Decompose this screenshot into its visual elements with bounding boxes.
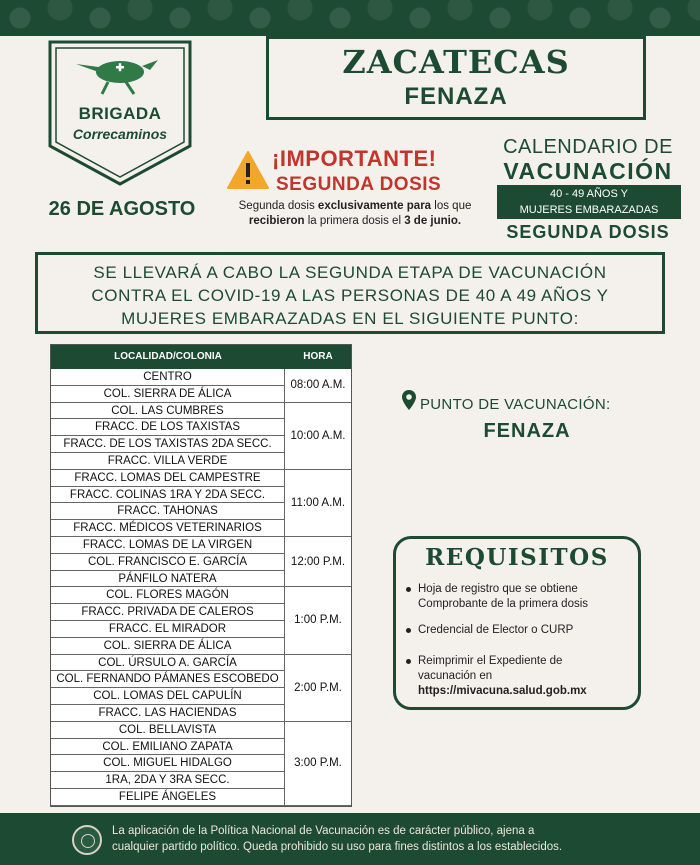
government-seal-icon xyxy=(72,825,102,855)
map-pin-icon xyxy=(401,389,417,411)
important-note: Segunda dosis exclusivamente para los que recibieron la primera dosis el 3 de junio. xyxy=(238,200,472,227)
requirement-line: vacunación en xyxy=(418,670,493,682)
footer-band xyxy=(0,813,700,865)
brigada-subtitle: Correcaminos xyxy=(72,126,168,142)
calendar-line2: VACUNACIÓN xyxy=(503,158,673,184)
warning-icon xyxy=(226,150,270,190)
requirement-item xyxy=(418,623,632,638)
calendar-audience-bar xyxy=(497,185,681,219)
vaccination-point-label: PUNTO DE VACUNACIÓN: xyxy=(420,396,611,413)
header-title-box xyxy=(266,36,646,120)
calendar-bar-line2: MUJERES EMBARAZADAS xyxy=(519,204,659,216)
calendar-line1: CALENDARIO DE xyxy=(503,136,673,158)
requirement-item xyxy=(418,654,632,699)
column-header-hour: HORA xyxy=(303,351,333,362)
table-header xyxy=(51,345,351,369)
column-header-locality: LOCALIDAD/COLONIA xyxy=(114,351,222,362)
vaccine-website-link[interactable]: https://mivacuna.salud.gob.mx xyxy=(418,685,587,697)
table-row: FRACC. VILLA VERDE xyxy=(51,453,285,470)
top-decorative-band xyxy=(0,0,700,36)
table-row: FELIPE ÁNGELES xyxy=(51,789,285,806)
table-row: FRACC. DE LOS TAXISTAS xyxy=(51,419,285,436)
bullet-icon xyxy=(406,587,411,592)
table-row: COL. SIERRA DE ÁLICA xyxy=(51,638,285,655)
bullet-icon xyxy=(406,659,411,664)
table-row: COL. MIGUEL HIDALGO xyxy=(51,755,285,772)
event-date: 26 DE AGOSTO xyxy=(48,198,196,220)
table-row: FRACC. COLINAS 1RA Y 2DA SECC. xyxy=(51,487,285,504)
calendar-line3: SEGUNDA DOSIS xyxy=(506,222,670,242)
announcement-line1: SE LLEVARÁ A CABO LA SEGUNDA ETAPA DE VACUNACIÓN xyxy=(93,263,607,282)
hour-cell: 11:00 A.M. xyxy=(285,470,351,537)
requirement-line: Hoja de registro que se obtiene xyxy=(418,583,578,595)
important-title: ¡IMPORTANTE! xyxy=(272,146,437,171)
requirement-line: Credencial de Elector o CURP xyxy=(418,624,574,636)
requirement-line: Comprobante de la primera dosis xyxy=(418,598,589,610)
calendar-bar-line1: 40 - 49 AÑOS Y xyxy=(549,188,629,200)
table-row: FRACC. LOMAS DE LA VIRGEN xyxy=(51,537,285,554)
place-title: FENAZA xyxy=(404,83,508,110)
footer-line1: La aplicación de la Política Nacional de Vacunación es de carácter público, ajena a xyxy=(112,825,535,837)
table-row: FRACC. MÉDICOS VETERINARIOS xyxy=(51,520,285,537)
table-row: COL. BELLAVISTA xyxy=(51,722,285,739)
requirements-box xyxy=(393,536,641,710)
hour-cell: 12:00 P.M. xyxy=(285,537,351,587)
table-row: FRACC. DE LOS TAXISTAS 2DA SECC. xyxy=(51,436,285,453)
state-title: ZACATECAS xyxy=(342,43,570,81)
bullet-icon xyxy=(406,628,411,633)
table-row: PÁNFILO NATERA xyxy=(51,571,285,588)
brigada-title: BRIGADA xyxy=(78,104,162,123)
table-row: 1RA, 2DA Y 3RA SECC. xyxy=(51,772,285,789)
table-row: COL. FERNANDO PÁMANES ESCOBEDO xyxy=(51,671,285,688)
table-row: COL. FLORES MAGÓN xyxy=(51,587,285,604)
table-row: FRACC. LAS HACIENDAS xyxy=(51,705,285,722)
vaccination-point-value: FENAZA xyxy=(483,420,571,442)
table-row: FRACC. EL MIRADOR xyxy=(51,621,285,638)
table-row: COL. FRANCISCO E. GARCÍA xyxy=(51,554,285,571)
table-row: FRACC. LOMAS DEL CAMPESTRE xyxy=(51,470,285,487)
important-subtitle: SEGUNDA DOSIS xyxy=(276,174,442,195)
hour-cell: 10:00 A.M. xyxy=(285,403,351,470)
table-row: COL. EMILIANO ZAPATA xyxy=(51,739,285,756)
requirement-item xyxy=(418,582,632,612)
hour-cell: 3:00 P.M. xyxy=(285,722,351,806)
table-row: COL. SIERRA DE ÁLICA xyxy=(51,386,285,403)
requirements-title: REQUISITOS xyxy=(425,544,609,571)
footer-legal-text xyxy=(112,823,672,855)
hour-cell: 08:00 A.M. xyxy=(285,369,351,403)
announcement-box xyxy=(35,252,665,334)
hour-cell: 2:00 P.M. xyxy=(285,655,351,722)
footer-line2: cualquier partido político. Queda prohibido su uso para fines distintos a los establecidos. xyxy=(112,841,563,853)
table-row: FRACC. PRIVADA DE CALEROS xyxy=(51,604,285,621)
hour-cell: 1:00 P.M. xyxy=(285,587,351,654)
requirement-line: Reimprimir el Expediente de xyxy=(418,655,563,667)
schedule-table xyxy=(50,344,352,807)
table-row: CENTRO xyxy=(51,369,285,386)
table-row: COL. ÚRSULO A. GARCÍA xyxy=(51,655,285,672)
table-row: COL. LOMAS DEL CAPULÍN xyxy=(51,688,285,705)
table-row: FRACC. TAHONAS xyxy=(51,503,285,520)
announcement-line2: CONTRA EL COVID-19 A LAS PERSONAS DE 40 A 49 AÑOS Y xyxy=(91,286,609,305)
announcement-text xyxy=(44,261,656,330)
table-row: COL. LAS CUMBRES xyxy=(51,403,285,420)
announcement-line3: MUJERES EMBARAZADAS EN EL SIGUIENTE PUNTO: xyxy=(121,309,579,328)
